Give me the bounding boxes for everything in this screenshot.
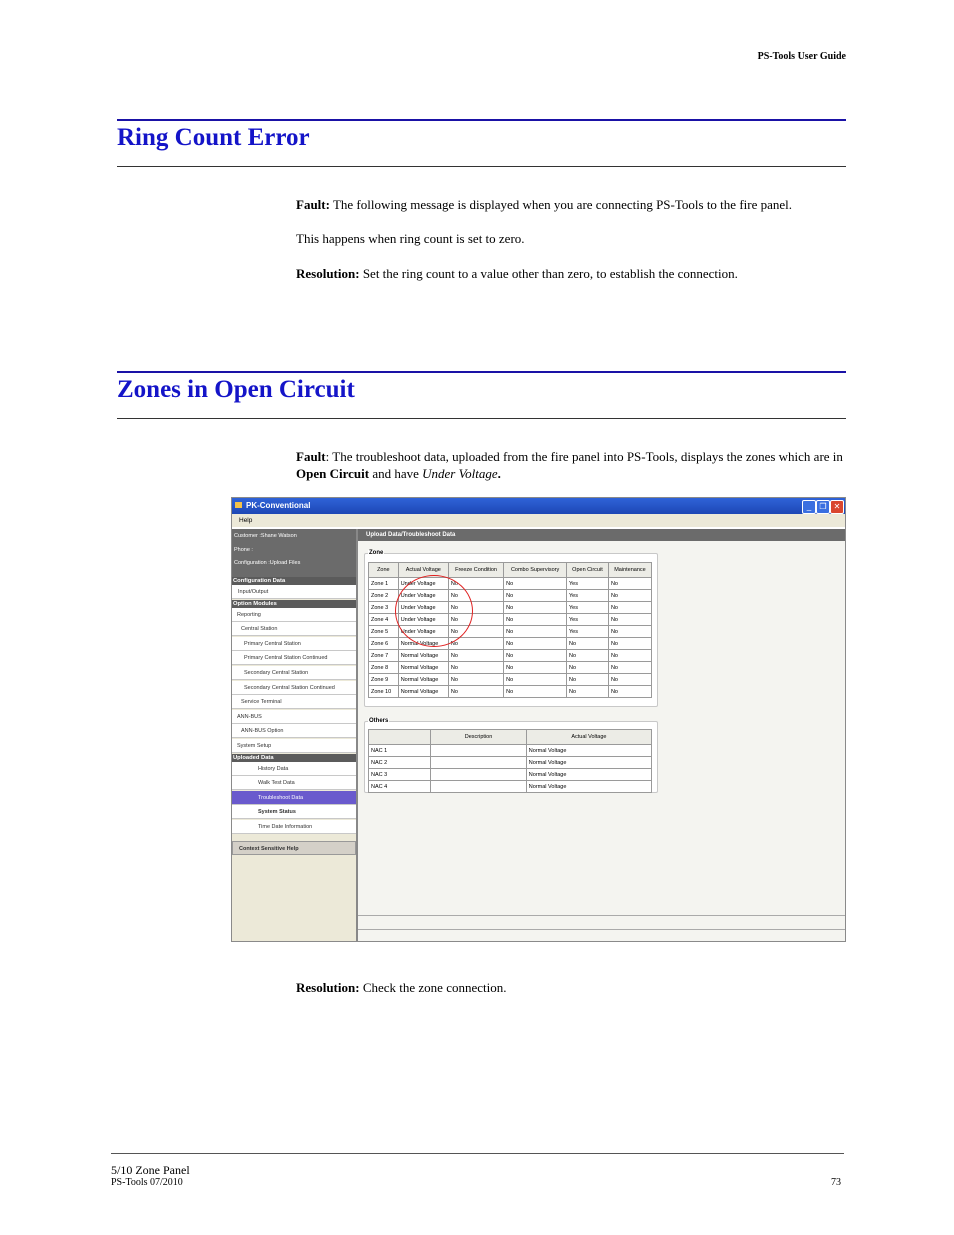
table-cell: Normal Voltage bbox=[526, 757, 651, 769]
resolution-label: Resolution: bbox=[296, 266, 360, 281]
nav-item[interactable]: Service Terminal bbox=[232, 695, 356, 709]
column-header: Actual Voltage bbox=[526, 730, 651, 745]
nav-item[interactable]: ANN-BUS Option bbox=[232, 724, 356, 738]
nav-item[interactable]: Secondary Central Station bbox=[232, 666, 356, 680]
column-header: Open Circuit bbox=[567, 563, 609, 578]
table-cell: No bbox=[448, 674, 503, 686]
under-voltage-term: Under Voltage bbox=[422, 466, 498, 481]
table-cell: Normal Voltage bbox=[398, 662, 448, 674]
table-cell: No bbox=[608, 638, 651, 650]
table-cell: Zone 1 bbox=[369, 578, 399, 590]
table-cell: Under Voltage bbox=[398, 626, 448, 638]
table-cell: No bbox=[504, 650, 567, 662]
restore-icon[interactable]: ❐ bbox=[816, 500, 830, 514]
nav-item[interactable]: Central Station bbox=[232, 622, 356, 636]
table-cell: No bbox=[504, 602, 567, 614]
nav-item[interactable]: Primary Central Station Continued bbox=[232, 651, 356, 665]
table-cell bbox=[431, 745, 527, 757]
zones-fault-paragraph bbox=[296, 448, 848, 482]
table-cell: No bbox=[608, 662, 651, 674]
table-cell: No bbox=[448, 638, 503, 650]
table-cell: No bbox=[608, 686, 651, 698]
zone-group-label: Zone bbox=[369, 550, 384, 556]
table-cell: Zone 4 bbox=[369, 614, 399, 626]
customer-info bbox=[232, 529, 356, 577]
column-header: Description bbox=[431, 730, 527, 745]
customer-label: Customer :Shane Watson bbox=[234, 533, 297, 539]
table-cell: No bbox=[608, 650, 651, 662]
nav-item[interactable]: Time Date Information bbox=[232, 820, 356, 834]
table-cell: Normal Voltage bbox=[398, 686, 448, 698]
table-cell bbox=[431, 757, 527, 769]
table-cell: Yes bbox=[567, 590, 609, 602]
table-cell: NAC 4 bbox=[369, 781, 431, 793]
section-bottom-rule bbox=[117, 418, 846, 419]
nav-item[interactable]: System Status bbox=[232, 805, 356, 819]
table-cell: No bbox=[608, 590, 651, 602]
section-top-rule bbox=[117, 119, 846, 121]
table-cell: No bbox=[567, 662, 609, 674]
menu-bar bbox=[232, 514, 845, 527]
table-cell: No bbox=[608, 674, 651, 686]
table-cell: Yes bbox=[567, 578, 609, 590]
table-cell: Zone 2 bbox=[369, 590, 399, 602]
nav-item[interactable]: Walk Test Data bbox=[232, 776, 356, 790]
nav-item[interactable]: System Setup bbox=[232, 739, 356, 753]
table-cell: Zone 10 bbox=[369, 686, 399, 698]
table-cell: Zone 8 bbox=[369, 662, 399, 674]
menu-help[interactable]: Help bbox=[239, 517, 253, 524]
table-cell: Normal Voltage bbox=[398, 674, 448, 686]
table-row bbox=[369, 745, 652, 757]
table-cell bbox=[431, 781, 527, 793]
table-cell: No bbox=[567, 686, 609, 698]
table-cell: Zone 6 bbox=[369, 638, 399, 650]
table-cell: No bbox=[504, 686, 567, 698]
nav-item[interactable]: Input/Output bbox=[232, 585, 356, 599]
table-cell: Yes bbox=[567, 614, 609, 626]
table-cell: No bbox=[504, 638, 567, 650]
others-group-label: Others bbox=[369, 718, 389, 724]
table-cell: No bbox=[448, 602, 503, 614]
section-bottom-rule bbox=[117, 166, 846, 167]
table-row bbox=[369, 650, 652, 662]
footer-product: 5/10 Zone Panel bbox=[111, 1163, 190, 1177]
table-cell: NAC 2 bbox=[369, 757, 431, 769]
table-cell: No bbox=[504, 662, 567, 674]
table-cell bbox=[431, 769, 527, 781]
table-cell: Yes bbox=[567, 602, 609, 614]
nav-item[interactable]: Primary Central Station bbox=[232, 637, 356, 651]
section-title-ring-count: Ring Count Error bbox=[117, 124, 310, 151]
fault-text: : The troubleshoot data, uploaded from the fire panel into PS-Tools, displays the zones which are in bbox=[325, 449, 843, 464]
context-help-item[interactable]: Context Sensitive Help bbox=[232, 841, 356, 855]
table-cell: Yes bbox=[567, 626, 609, 638]
table-cell: No bbox=[448, 686, 503, 698]
table-cell: No bbox=[567, 638, 609, 650]
table-cell: No bbox=[608, 602, 651, 614]
panel-divider bbox=[358, 915, 845, 916]
zones-resolution-paragraph bbox=[296, 979, 848, 996]
resolution-text: Check the zone connection. bbox=[359, 980, 507, 995]
table-cell: Normal Voltage bbox=[526, 745, 651, 757]
table-cell: No bbox=[504, 578, 567, 590]
minimize-icon[interactable]: _ bbox=[802, 500, 816, 514]
table-cell: Normal Voltage bbox=[526, 781, 651, 793]
table-cell: No bbox=[504, 674, 567, 686]
table-row bbox=[369, 686, 652, 698]
table-cell: NAC 1 bbox=[369, 745, 431, 757]
table-cell: No bbox=[608, 614, 651, 626]
footer-doc: PS-Tools 07/2010 bbox=[111, 1177, 183, 1188]
table-row bbox=[369, 674, 652, 686]
table-cell: No bbox=[608, 578, 651, 590]
fault-text: and have bbox=[369, 466, 423, 481]
table-cell: Zone 5 bbox=[369, 626, 399, 638]
table-cell: Normal Voltage bbox=[398, 650, 448, 662]
highlight-circle bbox=[395, 575, 473, 647]
nav-section-header: Configuration Data bbox=[232, 577, 356, 585]
column-header: Zone bbox=[369, 563, 399, 578]
config-label: Configuration :Upload Files bbox=[234, 560, 301, 566]
nav-section-header: Option Modules bbox=[232, 600, 356, 608]
page-number: 73 bbox=[831, 1177, 841, 1188]
table-cell: No bbox=[567, 650, 609, 662]
window-title: PK-Conventional bbox=[246, 501, 311, 510]
table-cell: No bbox=[448, 626, 503, 638]
table-cell: No bbox=[448, 662, 503, 674]
table-cell: Under Voltage bbox=[398, 602, 448, 614]
table-header-row bbox=[369, 730, 652, 745]
table-cell: No bbox=[448, 614, 503, 626]
phone-label: Phone : bbox=[234, 547, 253, 553]
fault-text: The following message is displayed when you are connecting PS-Tools to the fire panel. bbox=[329, 197, 793, 212]
table-cell: Under Voltage bbox=[398, 614, 448, 626]
app-screenshot-window bbox=[231, 497, 846, 942]
fault-label: Fault: bbox=[296, 197, 330, 212]
table-row bbox=[369, 662, 652, 674]
nav-section-header: Uploaded Data bbox=[232, 754, 356, 762]
nav-item[interactable]: Reporting bbox=[232, 608, 356, 622]
ring-resolution-paragraph bbox=[296, 265, 848, 282]
table-cell: Normal Voltage bbox=[398, 638, 448, 650]
panel-divider bbox=[358, 929, 845, 930]
column-header: Freeze Condition bbox=[448, 563, 503, 578]
table-cell: No bbox=[504, 614, 567, 626]
fault-period: . bbox=[497, 466, 501, 481]
table-cell: Under Voltage bbox=[398, 578, 448, 590]
table-cell: No bbox=[504, 626, 567, 638]
ring-note-paragraph: This happens when ring count is set to zero. bbox=[296, 231, 525, 246]
nav-item[interactable]: History Data bbox=[232, 762, 356, 776]
nav-item[interactable]: Troubleshoot Data bbox=[232, 791, 356, 805]
table-cell: No bbox=[448, 578, 503, 590]
ring-fault-paragraph bbox=[296, 196, 848, 213]
resolution-label: Resolution: bbox=[296, 980, 360, 995]
nav-panel bbox=[232, 529, 358, 941]
nav-item[interactable]: ANN-BUS bbox=[232, 710, 356, 724]
running-header: PS-Tools User Guide bbox=[757, 51, 846, 62]
section-top-rule bbox=[117, 371, 846, 373]
table-cell: Normal Voltage bbox=[526, 769, 651, 781]
app-icon bbox=[235, 502, 242, 508]
column-header: Maintenance bbox=[608, 563, 651, 578]
column-header bbox=[369, 730, 431, 745]
table-header-row bbox=[369, 563, 652, 578]
table-row bbox=[369, 757, 652, 769]
window-titlebar bbox=[232, 498, 845, 514]
table-cell: No bbox=[448, 650, 503, 662]
table-cell: Under Voltage bbox=[398, 590, 448, 602]
table-cell: Zone 9 bbox=[369, 674, 399, 686]
table-cell: No bbox=[608, 626, 651, 638]
table-cell: Zone 3 bbox=[369, 602, 399, 614]
open-circuit-term: Open Circuit bbox=[296, 466, 370, 481]
fault-label: Fault bbox=[296, 449, 326, 464]
others-table bbox=[368, 729, 652, 793]
table-row bbox=[369, 781, 652, 793]
panel-title: Upload Data/Troubleshoot Data bbox=[358, 529, 845, 541]
table-row bbox=[369, 769, 652, 781]
section-title-zones: Zones in Open Circuit bbox=[117, 376, 355, 403]
table-cell: No bbox=[504, 590, 567, 602]
footer-rule bbox=[111, 1153, 844, 1154]
table-cell: No bbox=[567, 674, 609, 686]
resolution-text: Set the ring count to a value other than zero, to establish the connection. bbox=[359, 266, 738, 281]
column-header: Combo Supervisory bbox=[504, 563, 567, 578]
nav-item[interactable]: Secondary Central Station Continued bbox=[232, 681, 356, 695]
table-cell: Zone 7 bbox=[369, 650, 399, 662]
close-icon[interactable]: ✕ bbox=[830, 500, 844, 514]
table-cell: No bbox=[448, 590, 503, 602]
column-header: Actual Voltage bbox=[398, 563, 448, 578]
table-cell: NAC 3 bbox=[369, 769, 431, 781]
